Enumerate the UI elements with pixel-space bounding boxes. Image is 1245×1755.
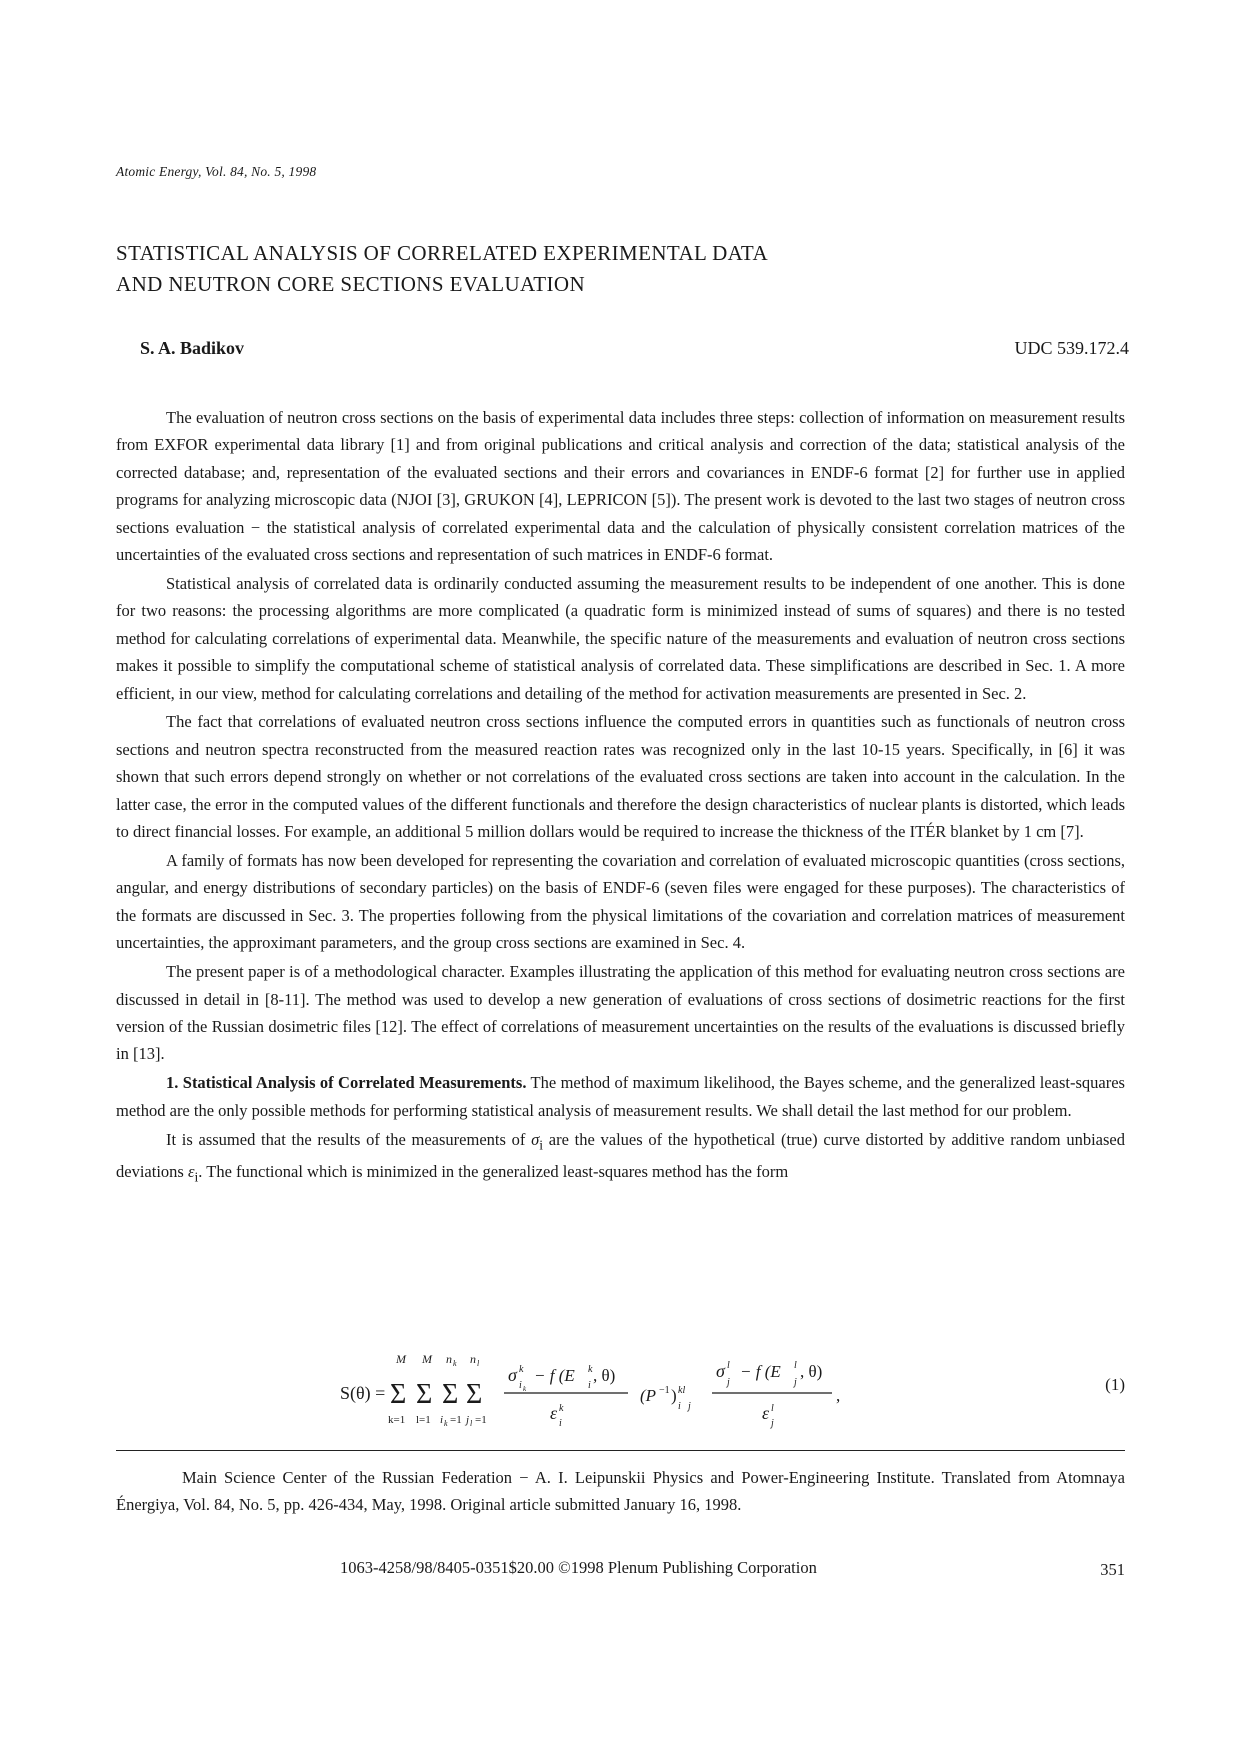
text-span: are the values of the hypothetical (true) curve distorted by additive random unbiased deviations xyxy=(116,1129,1125,1182)
journal-header: Atomic Energy, Vol. 84, No. 5, 1998 xyxy=(116,164,317,179)
subscript: i xyxy=(539,1136,544,1152)
eq-upper-M2: M xyxy=(422,1352,432,1366)
eq-lower-jl-sub: l xyxy=(470,1419,473,1428)
eq-P-kl: kl xyxy=(678,1385,686,1396)
eq-frac2-eps-sup: l xyxy=(771,1403,774,1414)
eq-P-sub-j: j xyxy=(688,1401,691,1412)
footnote: Main Science Center of the Russian Federation − A. I. Leipunskii Physics and Power-Engineering Institute. Translated from Atomnaya Énergiya, Vol. 84, No. 5, pp. 426-434, May, 1998. Original article submitted January 16, 1998. xyxy=(116,1468,1125,1514)
eq-frac1-sub-i-k: k xyxy=(523,1385,527,1393)
eq-upper-nk: n xyxy=(446,1352,452,1366)
article-title xyxy=(116,238,1116,300)
eq-frac1-eps: ε xyxy=(550,1403,558,1423)
eq-frac2-E-sup: l xyxy=(794,1360,797,1371)
title-line-1: STATISTICAL ANALYSIS OF CORRELATED EXPERIMENTAL DATA xyxy=(116,241,769,265)
eq-frac2-sup-l: l xyxy=(727,1360,730,1371)
paragraph-2: Statistical analysis of correlated data is ordinarily conducted assuming the measurement results to be independent of one another. This is done for two reasons: the processing algorithms are more complicated (a quadratic form is minimized instead of sums of squares) and there is no tested method for calculating correlations of experimental data. Meanwhile, the specific nature of the measurements and evaluation of neutron cross sections makes it possible to simplify the computational scheme of statistical analysis of correlated data. These simplifications are described in Sec. 1. A more efficient, in our view, method for calculating correlations and detailing of the method for activation measurements are presented in Sec. 2. xyxy=(116,573,1125,703)
eq-frac1-sup-k: k xyxy=(519,1364,524,1375)
eq-lhs: S(θ) = xyxy=(340,1383,386,1403)
equation-number: (1) xyxy=(1105,1375,1125,1394)
eq-frac2-sigma: σ xyxy=(716,1361,725,1381)
paragraph-4: A family of formats has now been developed for representing the covariation and correlation of evaluated microscopic quantities (cross sections, angular, and energy distributions of secondary particles) on the basis of ENDF-6 (seven files were engaged for these purposes). The characteristics of the formats are discussed in Sec. 3. The properties following from the physical limitations of the covariation and correlation matrices of measurement uncertainties, the approximant parameters, and the group cross sections are examined in Sec. 4. xyxy=(116,851,1125,953)
eq-frac2-E-sub: j xyxy=(794,1377,797,1388)
eq-frac2-eps: ε xyxy=(762,1403,770,1423)
eq-frac2-sub-j: j xyxy=(727,1377,730,1388)
eq-lower-ik-eq: =1 xyxy=(450,1414,462,1426)
eq-frac1-E-sup: k xyxy=(588,1364,593,1375)
eq-sum-4: Σ xyxy=(466,1379,483,1410)
eq-frac1-eps-sup: k xyxy=(559,1403,564,1414)
equation-formula xyxy=(116,1347,1016,1433)
copyright-line: 1063-4258/98/8405-0351$20.00 ©1998 Plenum Publishing Corporation xyxy=(340,1558,817,1577)
equation-1 xyxy=(116,1347,1125,1433)
paragraph-3: The fact that correlations of evaluated neutron cross sections influence the computed errors in quantities such as functionals of neutron cross sections and neutron spectra reconstructed from the measured reaction rates was recognized only in the last 10-15 years. Specifically, in [6] it was shown that such errors depend strongly on whether or not correlations of the evaluated cross sections are taken into account in the calculation. In the latter case, the error in the computed values of the different functionals and therefore the design characteristics of nuclear plants is distorted, which leads to direct financial losses. For example, an additional 5 million dollars would be required to increase the thickness of the ITÉR blanket by 1 cm [7]. xyxy=(116,712,1125,842)
eq-frac1-E-sub: i xyxy=(588,1380,591,1391)
paragraph-functional xyxy=(116,1126,1125,1191)
article-body xyxy=(116,404,1125,1192)
eq-frac1-eps-sub: i xyxy=(559,1418,562,1429)
paragraph-5: The present paper is of a methodological character. Examples illustrating the application of this method for evaluating neutron cross sections are discussed in detail in [8-11]. The method was used to develop a new generation of evaluations of cross sections of dosimetric reactions for the first version of the Russian dosimetric files [12]. The effect of correlations of measurement uncertainties on the results of the evaluations is discussed briefly in [13]. xyxy=(116,962,1125,1064)
eq-comma: , xyxy=(836,1386,841,1405)
eq-sum-2: Σ xyxy=(416,1379,433,1410)
eq-P: (P xyxy=(640,1386,657,1405)
eq-sum-3: Σ xyxy=(442,1379,459,1410)
footnote-divider xyxy=(116,1450,1125,1451)
page-number: 351 xyxy=(1100,1560,1125,1579)
eq-lower-ik-sub: k xyxy=(444,1419,448,1428)
eq-lower-jl: j xyxy=(466,1414,470,1426)
udc-code: UDC 539.172.4 xyxy=(1014,338,1129,358)
author: S. A. Badikov xyxy=(140,338,245,358)
eq-upper-M1: M xyxy=(396,1352,406,1366)
paragraph-1: The evaluation of neutron cross sections on the basis of experimental data includes three steps: collection of information on measurement results from EXFOR experimental data library [1] and from original publications and critical analysis and correction of the data; statistical analysis of the corrected database; and, representation of the evaluated sections and their errors and covariances in ENDF-6 format [2] for further use in applied programs for analyzing microscopic data (NJOI [3], GRUKON [4], LEPRICON [5]). The present work is devoted to the last two stages of neutron cross sections evaluation − the statistical analysis of correlated experimental data and the calculation of physically consistent correlation matrices of the uncertainties of the evaluated cross sections and representation of such matrices in ENDF-6 format. xyxy=(116,408,1125,565)
eq-frac1-f: − f (E xyxy=(534,1366,575,1385)
eq-P-close: ) xyxy=(671,1386,677,1405)
eq-P-sub-i: i xyxy=(678,1401,681,1412)
eq-lower-k: k=1 xyxy=(388,1414,406,1426)
eq-lower-jl-eq: =1 xyxy=(475,1414,487,1426)
section-1-heading: 1. Statistical Analysis of Correlated Measurements. xyxy=(166,1073,527,1093)
eq-frac2-theta: , θ) xyxy=(800,1362,823,1381)
eq-frac2-f: − f (E xyxy=(740,1362,781,1381)
eq-frac2-eps-sub: j xyxy=(771,1418,774,1429)
eq-lower-l: l=1 xyxy=(416,1414,431,1426)
eq-sum-1: Σ xyxy=(390,1379,407,1410)
eq-upper-nk-sub: k xyxy=(453,1359,457,1368)
eq-frac1-sigma: σ xyxy=(508,1365,517,1385)
paragraph-section-1 xyxy=(116,1069,1125,1124)
eq-upper-nl: n xyxy=(470,1352,476,1366)
subscript: i xyxy=(194,1169,199,1185)
eq-lower-ik: i xyxy=(440,1414,444,1426)
epsilon-symbol: ε xyxy=(187,1162,195,1182)
text-span: It is assumed that the results of the measurements of xyxy=(166,1129,532,1149)
eq-P-inv: −1 xyxy=(659,1385,670,1396)
eq-frac1-sub-i: i xyxy=(519,1380,522,1391)
title-line-2: AND NEUTRON CORE SECTIONS EVALUATION xyxy=(116,272,586,296)
text-span: . The functional which is minimized in the generalized least-squares method has the form xyxy=(198,1162,789,1182)
sigma-symbol: σ xyxy=(531,1129,540,1149)
eq-upper-nl-sub: l xyxy=(477,1359,480,1368)
eq-frac1-theta: , θ) xyxy=(593,1366,616,1385)
section-1-text: The method of maximum likelihood, the Bayes scheme, and the generalized least-squares method are the only possible methods for performing statistical analysis of measurement results. We shall detail the last method for our problem. xyxy=(116,1073,1125,1120)
